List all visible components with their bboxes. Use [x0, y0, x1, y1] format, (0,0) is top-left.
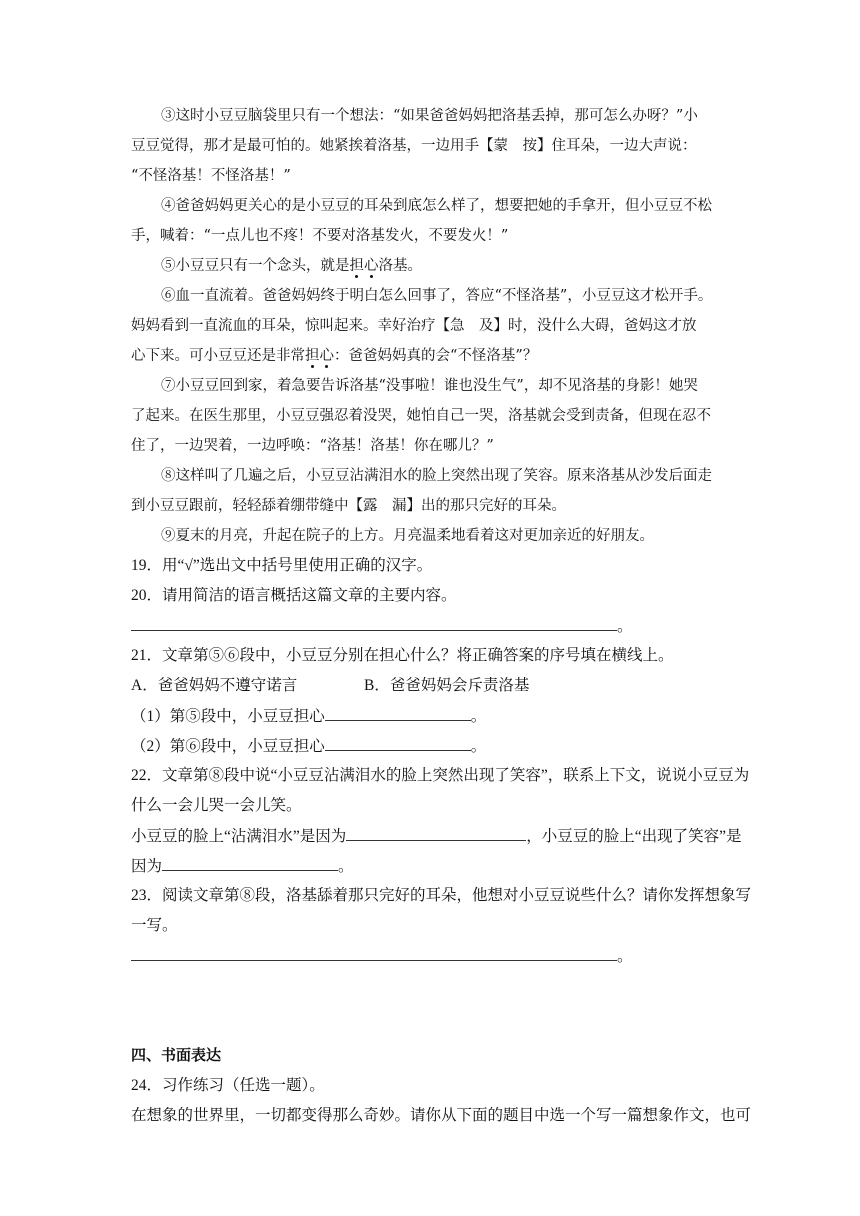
answer-blank[interactable]: [131, 616, 617, 631]
paragraph-7-line-2: 了起来。在医生那里，小豆豆强忍着没哭，她怕自己一哭，洛基就会受到责备，但现在忍不: [131, 408, 711, 424]
question-21-part-2-label: （2）第⑥段中，小豆豆担心: [131, 738, 325, 755]
option-b: B．爸爸妈妈会斥责洛基: [364, 677, 530, 694]
question-22-line-1: 22．文章第⑧段中说“小豆豆沾满泪水的脸上突然出现了笑容”，联系上下文，说说小豆豆为: [131, 767, 750, 784]
paragraph-5-text-end: 洛基。: [378, 258, 422, 274]
paragraph-7-line-1: ⑦小豆豆回到家，着急要告诉洛基“没事啦！谁也没生气”，却不见洛基的身影！她哭: [161, 378, 698, 394]
paragraph-6-line-2: 妈妈看到一直流血的耳朵，惊叫起来。幸好治疗【急 及】时，没什么大碍，爸妈这才放: [131, 318, 697, 334]
question-23-line-2: 一写。: [131, 917, 178, 934]
answer-end-mark: 。: [617, 618, 633, 635]
question-20-answer-line: [131, 616, 633, 637]
answer-end-mark: 。: [338, 858, 354, 875]
paragraph-6-line-1: ⑥血一直流着。爸爸妈妈终于明白怎么回事了，答应“不怪洛基”，小豆豆这才松开手。: [161, 288, 713, 304]
paragraph-3-line-1: ③这时小豆豆脑袋里只有一个想法：“如果爸爸妈妈把洛基丢掉，那可怎么办呀？”小: [161, 108, 698, 124]
answer-end-mark: 。: [470, 738, 487, 755]
question-21-part-1-label: （1）第⑤段中，小豆豆担心: [131, 708, 325, 725]
section-heading: 四、书面表达: [131, 1047, 222, 1064]
answer-end-mark: 。: [617, 948, 633, 965]
question-22-answer-line-1: [131, 826, 742, 847]
answer-end-mark: 。: [470, 708, 487, 725]
question-23-answer-line: [131, 946, 633, 967]
question-22-prompt-c: 因为: [131, 858, 163, 875]
option-a: A．爸爸妈妈不遵守诺言: [131, 677, 298, 694]
emphasis-char-xin: 心: [319, 348, 334, 364]
emphasis-char-xin: 心: [364, 258, 379, 274]
answer-blank[interactable]: [325, 736, 471, 751]
paragraph-7-line-3: 住了，一边哭着，一边呼唤：“洛基！洛基！你在哪儿？”: [131, 438, 494, 454]
emphasis-char-dan: 担: [305, 348, 320, 364]
question-22-prompt-a: 小豆豆的脸上“沾满泪水”是因为: [131, 828, 347, 845]
question-22-answer-line-2: [131, 856, 354, 877]
paragraph-5: [161, 256, 422, 276]
answer-blank[interactable]: [325, 706, 471, 721]
question-21-part-1: [131, 706, 486, 727]
emphasis-char-dan: 担: [349, 258, 364, 274]
paragraph-9-line-1: ⑨夏末的月亮，升起在院子的上方。月亮温柔地看着这对更加亲近的好朋友。: [161, 528, 654, 544]
answer-blank[interactable]: [162, 856, 338, 871]
paragraph-6-text: 心下来。可小豆豆还是非常: [131, 348, 305, 364]
question-22-prompt-b: ，小豆豆的脸上“出现了笑容”是: [526, 828, 742, 845]
question-21-part-2: [131, 736, 486, 757]
paragraph-8-line-2: 到小豆豆跟前，轻轻舔着绷带缝中【露 漏】出的那只完好的耳朵。: [131, 498, 566, 514]
paragraph-3-line-2: 豆豆觉得，那才是最可怕的。她紧挨着洛基，一边用手【蒙 按】住耳朵，一边大声说：: [131, 138, 697, 154]
question-23-line-1: 23．阅读文章第⑧段，洛基舔着那只完好的耳朵，他想对小豆豆说些什么？请你发挥想象写: [131, 887, 752, 904]
paragraph-4-line-2: 手，喊着：“一点儿也不疼！不要对洛基发火，不要发火！”: [131, 228, 509, 244]
answer-blank[interactable]: [346, 826, 526, 841]
question-19: 19．用“√”选出文中括号里使用正确的汉字。: [131, 557, 433, 574]
question-22-line-2: 什么一会儿哭一会儿笑。: [131, 797, 302, 814]
paragraph-3-line-3: “不怪洛基！不怪洛基！”: [131, 168, 291, 184]
question-21: 21．文章第⑤⑥段中，小豆豆分别在担心什么？将正确答案的序号填在横线上。: [131, 647, 674, 664]
question-20: 20．请用简洁的语言概括这篇文章的主要内容。: [131, 587, 457, 604]
paragraph-8-line-1: ⑧这样叫了几遍之后，小豆豆沾满泪水的脸上突然出现了笑容。原来洛基从沙发后面走: [161, 468, 712, 484]
question-24: 24．习作练习（任选一题）。: [131, 1077, 325, 1094]
question-24-line-1: 在想象的世界里，一切都变得那么奇妙。请你从下面的题目中选一个写一篇想象作文，也可: [131, 1107, 752, 1124]
paragraph-5-text: ⑤小豆豆只有一个念头，就是: [161, 258, 350, 274]
paragraph-6-text-end: ：爸爸妈妈真的会“不怪洛基”？: [334, 348, 538, 364]
paragraph-4-line-1: ④爸爸妈妈更关心的是小豆豆的耳朵到底怎么样了，想要把她的手拿开，但小豆豆不松: [161, 198, 712, 214]
answer-blank[interactable]: [131, 946, 617, 961]
paragraph-6-line-3: [131, 346, 537, 366]
